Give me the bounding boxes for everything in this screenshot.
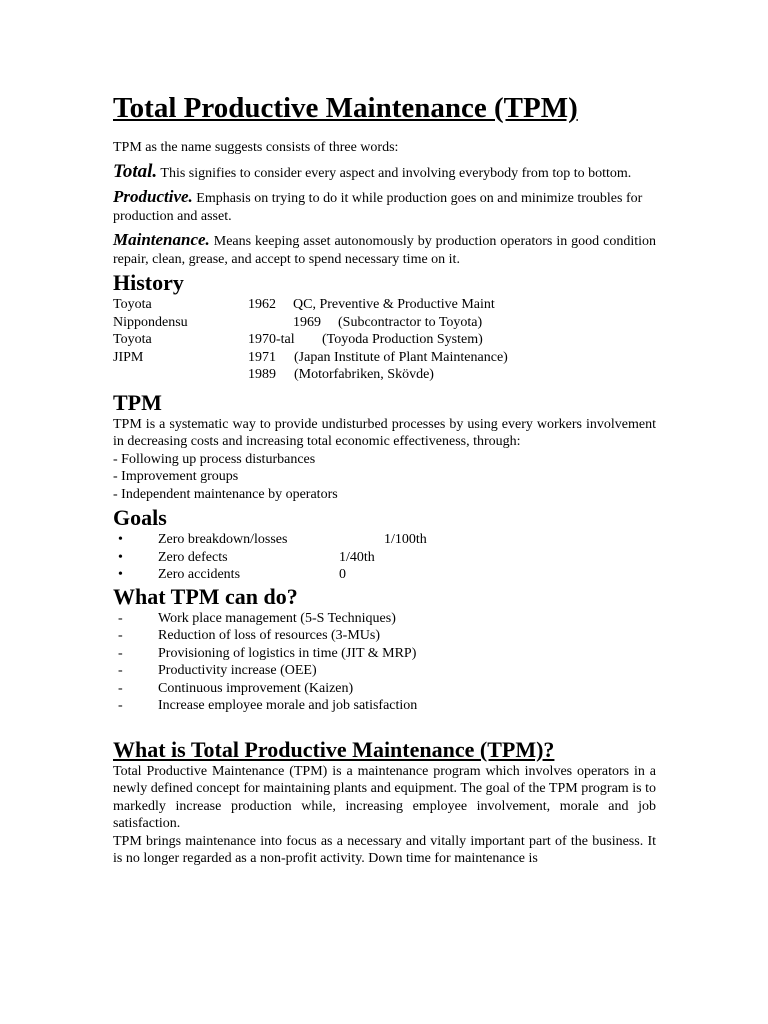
term-maintenance bbox=[113, 230, 656, 268]
term-label: Productive. bbox=[113, 187, 193, 206]
cando-text: Productivity increase (OEE) bbox=[158, 663, 317, 678]
history-row bbox=[113, 296, 656, 314]
history-org: Toyota bbox=[113, 332, 152, 347]
history-desc: (Japan Institute of Plant Maintenance) bbox=[294, 349, 508, 365]
goal-item bbox=[113, 549, 656, 567]
history-row bbox=[113, 349, 656, 367]
cando-text: Reduction of loss of resources (3-MUs) bbox=[158, 628, 381, 643]
history-heading: History bbox=[113, 270, 184, 295]
bullet-icon: • bbox=[118, 532, 123, 547]
history-desc: (Toyoda Production System) bbox=[322, 332, 483, 347]
dash-marker: - bbox=[118, 663, 123, 678]
history-year: 1962 bbox=[248, 297, 276, 312]
history-org: Nippondensu bbox=[113, 314, 188, 330]
history-desc: QC, Preventive & Productive Maint bbox=[293, 297, 495, 312]
whatis-heading: What is Total Productive Maintenance (TPM)? bbox=[113, 736, 555, 762]
cando-text: Continuous improvement (Kaizen) bbox=[158, 680, 354, 696]
history-table bbox=[113, 296, 656, 384]
history-year: 1989 bbox=[248, 367, 276, 382]
goal-item bbox=[113, 531, 656, 549]
dash-marker: - bbox=[118, 645, 123, 661]
dash-marker: - bbox=[118, 628, 123, 643]
page-title: Total Productive Maintenance (TPM) bbox=[113, 92, 578, 124]
term-label: Total. bbox=[113, 160, 158, 182]
tpm-heading: TPM bbox=[113, 389, 162, 415]
history-desc: (Motorfabriken, Skövde) bbox=[294, 367, 434, 382]
cando-heading: What TPM can do? bbox=[113, 583, 298, 609]
dash-marker: - bbox=[118, 610, 123, 626]
goals-heading: Goals bbox=[113, 505, 167, 530]
term-total bbox=[113, 162, 656, 183]
cando-text: Provisioning of logistics in time (JIT & MRP) bbox=[158, 645, 417, 661]
cando-item bbox=[113, 680, 656, 698]
term-productive bbox=[113, 187, 656, 225]
history-org: JIPM bbox=[113, 349, 144, 365]
goal-label: Zero breakdown/losses bbox=[158, 532, 288, 547]
intro-text: TPM as the name suggests consists of three words: bbox=[113, 140, 399, 155]
tpm-text: TPM is a systematic way to provide undisturbed processes by using every workers involvement in decreasing costs and increasing total economic effectiveness, through: bbox=[113, 416, 656, 449]
goal-value: 0 bbox=[339, 567, 346, 582]
goal-value: 1/100th bbox=[384, 532, 427, 547]
cando-item bbox=[113, 662, 656, 680]
history-row bbox=[113, 366, 656, 384]
term-text: Means keeping asset autonomously by production operators in good condition repair, clean, grease, and accept to spend necessary time on it. bbox=[113, 234, 656, 267]
goals-list bbox=[113, 531, 656, 584]
cando-item bbox=[113, 645, 656, 663]
history-row bbox=[113, 314, 656, 332]
term-label: Maintenance. bbox=[113, 230, 210, 249]
cando-item bbox=[113, 610, 656, 628]
tpm-list-item: - Following up process disturbances bbox=[113, 451, 316, 467]
term-text: Emphasis on trying to do it while production goes on and minimize troubles for bbox=[192, 191, 643, 206]
history-year: 1970-tal bbox=[248, 332, 295, 347]
whatis-paragraph: Total Productive Maintenance (TPM) is a maintenance program which involves operators in a newly defined concept for maintaining plants and equipment. The goal of the TPM program is to markedly increase production while, increasing employee involvement, morale and job satisfaction. bbox=[113, 763, 656, 831]
term-text-continued: production and asset. bbox=[113, 208, 232, 224]
bullet-icon: • bbox=[118, 567, 123, 582]
history-row bbox=[113, 331, 656, 349]
tpm-list-item: - Independent maintenance by operators bbox=[113, 486, 338, 502]
cando-text: Increase employee morale and job satisfaction bbox=[158, 698, 418, 713]
history-year: 1971 bbox=[248, 349, 276, 365]
cando-item bbox=[113, 697, 656, 715]
bullet-icon: • bbox=[118, 549, 123, 565]
dash-marker: - bbox=[118, 698, 123, 713]
cando-item bbox=[113, 627, 656, 645]
goal-label: Zero defects bbox=[158, 549, 228, 565]
cando-list bbox=[113, 610, 656, 715]
history-desc: (Subcontractor to Toyota) bbox=[338, 314, 483, 330]
goal-item bbox=[113, 566, 656, 584]
cando-text: Work place management (5-S Techniques) bbox=[158, 610, 396, 626]
history-year: 1969 bbox=[293, 314, 321, 330]
document-page bbox=[113, 88, 656, 868]
history-org: Toyota bbox=[113, 297, 152, 312]
dash-marker: - bbox=[118, 680, 123, 696]
goal-label: Zero accidents bbox=[158, 567, 241, 582]
tpm-list-item: - Improvement groups bbox=[113, 469, 239, 484]
whatis-paragraph: TPM brings maintenance into focus as a necessary and vitally important part of the business. It is no longer regarded as a non-profit activity. Down time for maintenance is bbox=[113, 833, 656, 866]
goal-value: 1/40th bbox=[339, 549, 375, 565]
term-text: This signifies to consider every aspect and involving everybody from top to bottom. bbox=[157, 165, 632, 181]
